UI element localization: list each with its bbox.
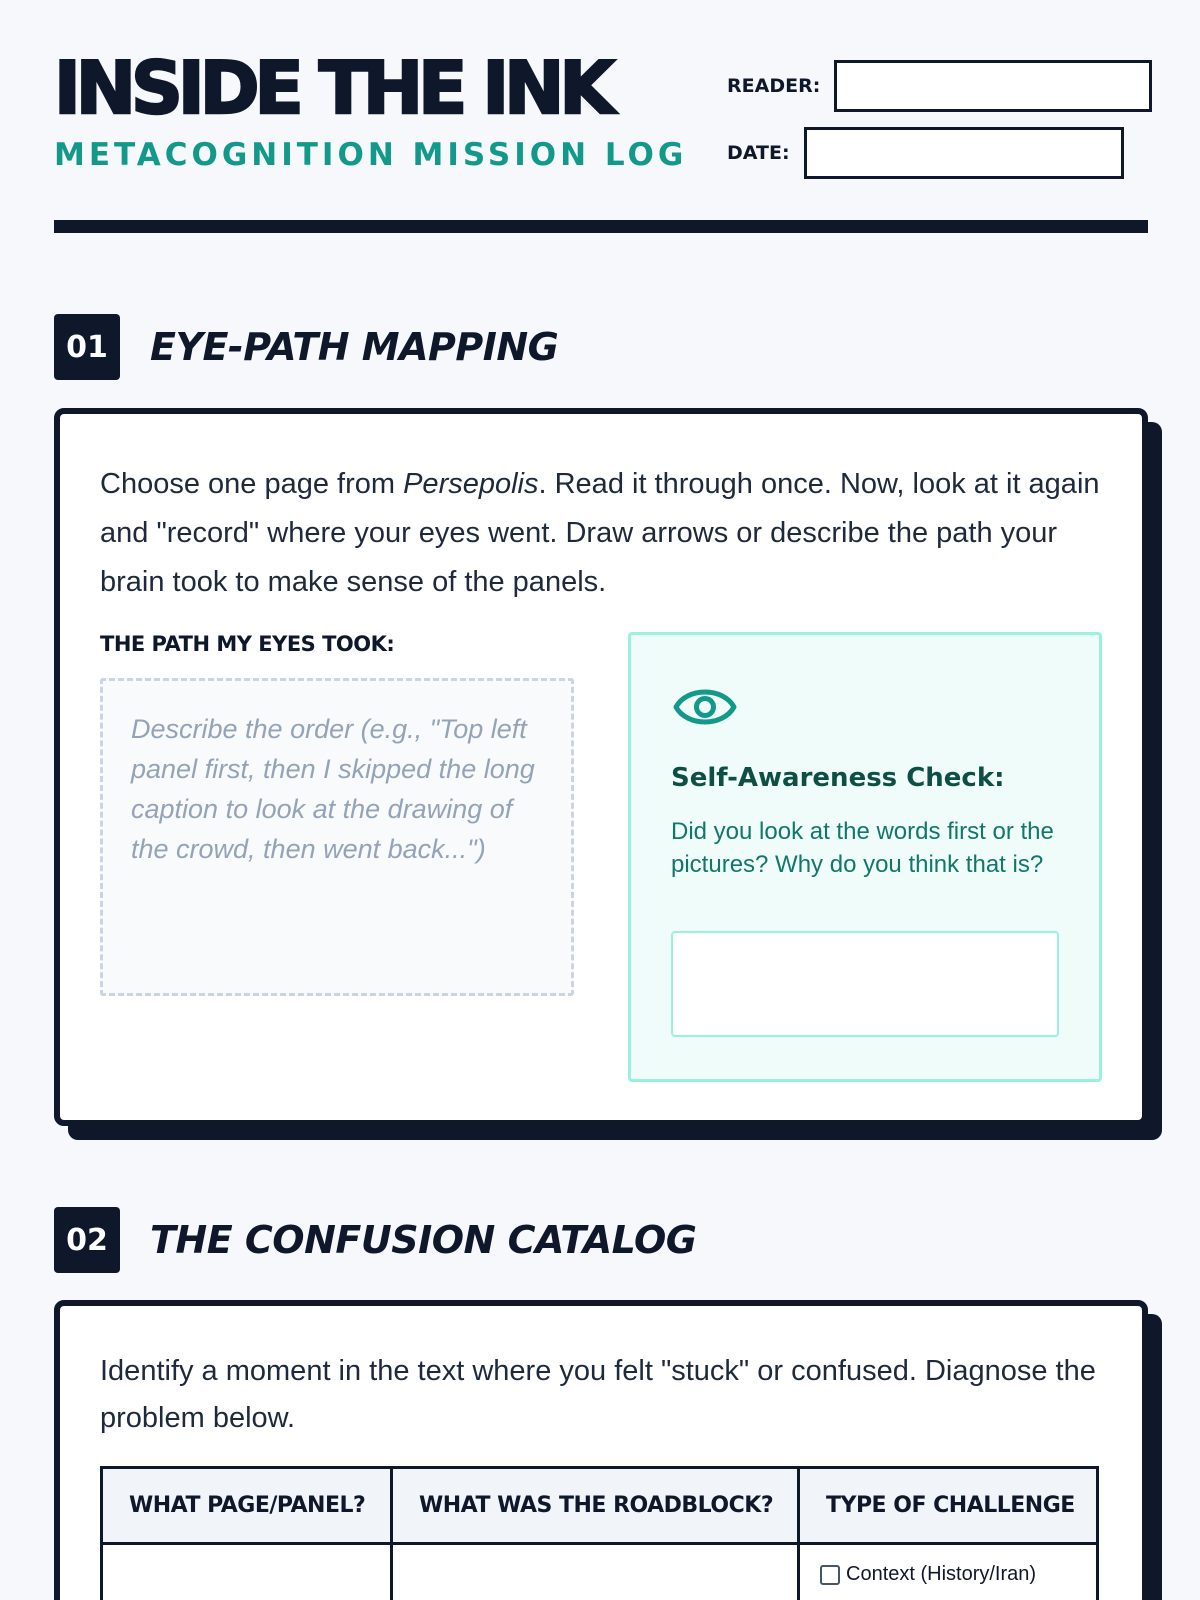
date-label: DATE: bbox=[727, 142, 790, 164]
self-awareness-question: Did you look at the words first or the pictures? Why do you think that is? bbox=[671, 818, 1054, 878]
date-field-row bbox=[727, 127, 1124, 179]
instructions-text: . Read it through once. Now, look at it again and "record" where your eyes went. Draw arrows or describe the path your brain took to make sense of the panels. bbox=[100, 468, 1100, 598]
self-awareness-panel bbox=[628, 632, 1102, 1082]
section-01-heading bbox=[54, 314, 558, 380]
context-checkbox[interactable] bbox=[820, 1565, 840, 1585]
section-title: EYE-PATH MAPPING bbox=[150, 325, 559, 369]
confusion-table bbox=[100, 1466, 1099, 1600]
confusion-instructions: Identify a moment in the text where you felt "stuck" or confused. Diagnose the problem below. bbox=[100, 1355, 1096, 1434]
date-input[interactable] bbox=[804, 127, 1124, 179]
eye-path-placeholder: Describe the order (e.g., "Top left panel first, then I skipped the long caption to look at the drawing of the crowd, then went back...") bbox=[131, 714, 535, 864]
eye-path-card bbox=[54, 408, 1148, 1126]
confusion-catalog-card bbox=[54, 1300, 1148, 1600]
column-header-challenge-type: TYPE OF CHALLENGE bbox=[799, 1468, 1098, 1544]
worksheet-page bbox=[54, 0, 1148, 1585]
page-subtitle: METACOGNITION MISSION LOG bbox=[54, 137, 688, 173]
page-panel-cell[interactable] bbox=[102, 1544, 392, 1600]
self-awareness-title: Self-Awareness Check: bbox=[671, 763, 1005, 793]
challenge-type-cell bbox=[799, 1544, 1098, 1600]
section-title: THE CONFUSION CATALOG bbox=[150, 1218, 697, 1262]
column-header-roadblock: WHAT WAS THE ROADBLOCK? bbox=[392, 1468, 799, 1544]
header-divider bbox=[54, 220, 1148, 233]
challenge-option-label: Context (History/Iran) bbox=[846, 1563, 1037, 1585]
roadblock-cell[interactable] bbox=[392, 1544, 799, 1600]
instructions-text: Choose one page from bbox=[100, 468, 404, 500]
eye-path-instructions bbox=[100, 460, 1100, 607]
reader-input[interactable] bbox=[834, 60, 1152, 112]
path-label: THE PATH MY EYES TOOK: bbox=[100, 632, 395, 656]
page-title: INSIDE THE INK bbox=[54, 46, 611, 130]
table-header-row bbox=[102, 1468, 1098, 1544]
self-awareness-answer-input[interactable] bbox=[671, 931, 1059, 1037]
section-number: 01 bbox=[54, 314, 120, 380]
eye-icon bbox=[673, 683, 737, 731]
section-number: 02 bbox=[54, 1207, 120, 1273]
challenge-option-context[interactable] bbox=[820, 1563, 1076, 1586]
header bbox=[54, 0, 1148, 240]
reader-label: READER: bbox=[727, 75, 821, 97]
column-header-page-panel: WHAT PAGE/PANEL? bbox=[102, 1468, 392, 1544]
table-row bbox=[102, 1544, 1098, 1600]
section-02-heading bbox=[54, 1207, 696, 1273]
book-title: Persepolis bbox=[403, 468, 539, 500]
eye-path-textarea[interactable] bbox=[100, 678, 574, 996]
reader-field-row bbox=[727, 60, 1152, 112]
